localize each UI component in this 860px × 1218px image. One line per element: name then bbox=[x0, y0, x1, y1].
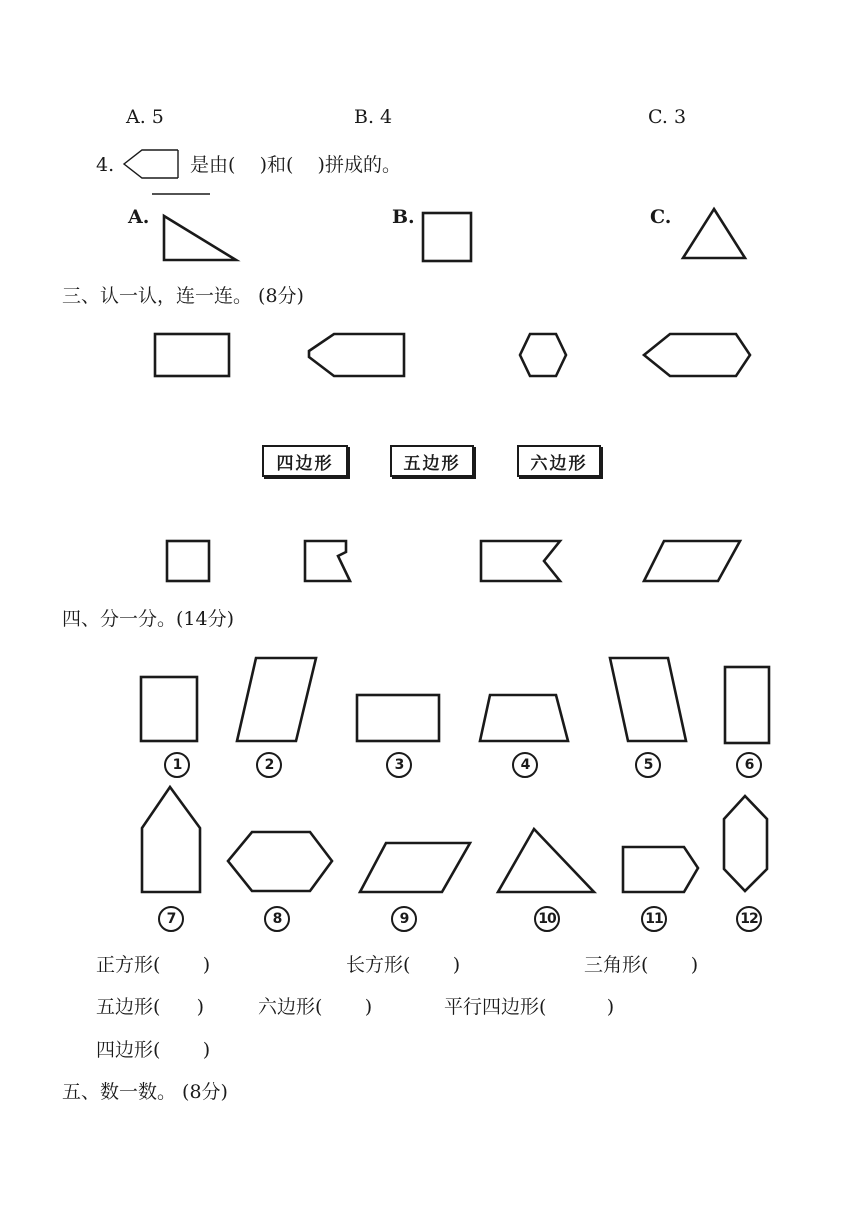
square-shape bbox=[164, 538, 212, 584]
hexagon-small-shape bbox=[517, 331, 569, 379]
right-triangle-icon bbox=[160, 212, 240, 264]
label-quadrilateral: 四边形 bbox=[262, 445, 348, 477]
shape-number-6: 6 bbox=[736, 752, 762, 778]
section4-heading: 四、分一分。(14分) bbox=[62, 608, 235, 630]
option-b: B. 4 bbox=[354, 106, 393, 128]
shape-8-hexagon bbox=[224, 829, 336, 895]
blank-square[interactable]: 正方形( ) bbox=[96, 954, 211, 976]
shape-6-rectangle bbox=[722, 664, 772, 744]
q4-option-a-label: A. bbox=[128, 206, 150, 228]
shape-10-triangle bbox=[494, 826, 598, 896]
section3-heading: 三、认一认，连一连。 (8分) bbox=[62, 285, 304, 307]
shape-12-hexagon bbox=[721, 793, 771, 895]
q4-option-c-label: C. bbox=[650, 206, 672, 228]
shape-2-parallelogram bbox=[234, 655, 320, 745]
shape-11-pentagon bbox=[620, 844, 702, 896]
shape-number-12: 12 bbox=[736, 906, 762, 932]
q4-stem-text: 是由( )和( )拼成的。 bbox=[190, 154, 401, 176]
label-hexagon: 六边形 bbox=[517, 445, 601, 477]
shape-7-pentagon bbox=[138, 784, 204, 896]
shape-4-trapezoid bbox=[476, 692, 572, 744]
shape-number-5: 5 bbox=[635, 752, 661, 778]
shape-number-11: 11 bbox=[641, 906, 667, 932]
shape-number-2: 2 bbox=[256, 752, 282, 778]
rectangle-shape bbox=[152, 331, 232, 379]
shape-number-4: 4 bbox=[512, 752, 538, 778]
hexagon-wide-shape bbox=[640, 331, 754, 379]
shape-number-3: 3 bbox=[386, 752, 412, 778]
blank-hexagon[interactable]: 六边形( ) bbox=[258, 996, 373, 1018]
triangle-icon bbox=[680, 206, 748, 262]
shape-number-9: 9 bbox=[391, 906, 417, 932]
blank-quadrilateral[interactable]: 四边形( ) bbox=[96, 1039, 211, 1061]
shape-9-parallelogram bbox=[356, 840, 474, 896]
q4-composite-shape-icon bbox=[118, 144, 190, 202]
q4-number: 4. bbox=[96, 154, 115, 176]
shape-number-1: 1 bbox=[164, 752, 190, 778]
shape-3-rectangle bbox=[354, 692, 442, 744]
shape-5-parallelogram bbox=[606, 655, 690, 745]
square-icon bbox=[420, 210, 474, 264]
parallelogram-shape bbox=[640, 538, 744, 584]
pentagon-arrow-shape bbox=[304, 331, 408, 379]
shape-number-7: 7 bbox=[158, 906, 184, 932]
shape-1-square bbox=[138, 674, 200, 744]
q4-option-b-label: B. bbox=[392, 206, 415, 228]
option-c: C. 3 bbox=[648, 106, 687, 128]
notched-rectangle-shape bbox=[478, 538, 564, 584]
blank-parallelogram[interactable]: 平行四边形( ) bbox=[444, 996, 615, 1018]
option-a: A. 5 bbox=[126, 106, 164, 128]
shape-number-8: 8 bbox=[264, 906, 290, 932]
section5-heading: 五、数一数。 (8分) bbox=[62, 1081, 228, 1103]
shape-number-10: 10 bbox=[534, 906, 560, 932]
blank-pentagon[interactable]: 五边形( ) bbox=[96, 996, 205, 1018]
label-pentagon: 五边形 bbox=[390, 445, 474, 477]
notched-shape bbox=[302, 538, 354, 584]
blank-triangle[interactable]: 三角形( ) bbox=[584, 954, 699, 976]
blank-rectangle[interactable]: 长方形( ) bbox=[346, 954, 461, 976]
